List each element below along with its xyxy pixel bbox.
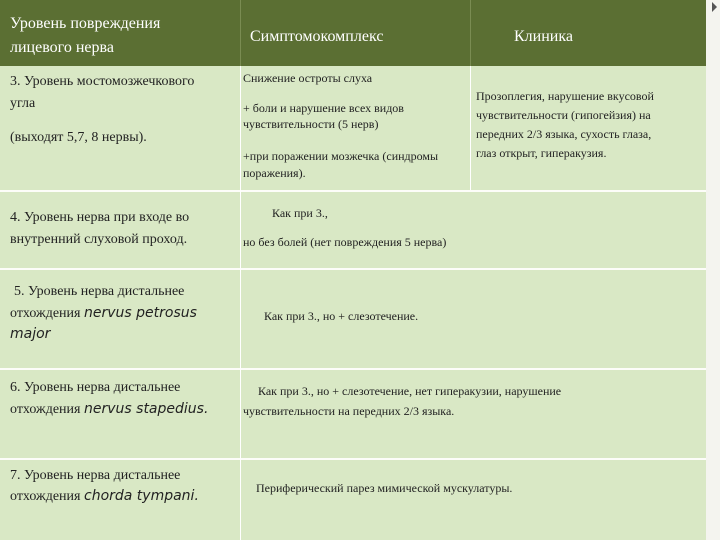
play-arrow-icon[interactable] bbox=[712, 2, 717, 12]
clinic-text: передних 2/3 языка, сухость глаза, bbox=[476, 127, 652, 141]
level-text: 6. Уровень нерва дистальнее bbox=[10, 380, 181, 395]
level-text: 4. Уровень нерва при входе во bbox=[10, 210, 190, 225]
symptom-text: Периферический парез мимической мускулатуры. bbox=[256, 481, 513, 495]
header-clinic: Клиника bbox=[514, 28, 573, 45]
level-text: 5. Уровень нерва дистальнее bbox=[14, 284, 185, 299]
clinic-text: чувствительности (гипогейзия) на bbox=[476, 108, 651, 122]
nerve-name: nervus petrosus bbox=[84, 305, 197, 321]
column-divider bbox=[240, 66, 241, 540]
symptom-text: но без болей (нет повреждения 5 нерва) bbox=[243, 235, 447, 249]
symptom-text: + боли и нарушение всех видов bbox=[243, 101, 404, 115]
symptom-text: чувствительности (5 нерв) bbox=[243, 117, 379, 131]
level-text: (выходят 5,7, 8 нервы). bbox=[10, 130, 147, 145]
symptom-text: +при поражении мозжечка (синдромы bbox=[243, 149, 439, 163]
level-text-line bbox=[10, 399, 208, 420]
header-level-line: Уровень повреждения bbox=[10, 15, 161, 32]
header-symptoms: Симптомокомплекс bbox=[250, 28, 384, 45]
level-text-line bbox=[10, 486, 199, 507]
level-text: угла bbox=[10, 96, 36, 111]
level-text-line bbox=[10, 303, 197, 324]
header-divider bbox=[470, 0, 471, 66]
column-divider bbox=[470, 66, 471, 190]
clinic-text: Прозоплегия, нарушение вкусовой bbox=[476, 89, 654, 103]
header-level bbox=[10, 12, 160, 60]
level-text: внутренний слуховой проход. bbox=[10, 232, 188, 247]
nerve-name: nervus stapedius. bbox=[84, 401, 209, 417]
level-text: отхождения bbox=[10, 306, 81, 321]
symptom-text: Как при 3., но + слезотечение, нет гиперакузии, нарушение bbox=[258, 384, 562, 398]
clinic-text: глаз открыт, гиперакузия. bbox=[476, 146, 607, 160]
level-text: 7. Уровень нерва дистальнее bbox=[10, 468, 181, 483]
symptom-text: Как при 3., bbox=[272, 206, 328, 220]
header-level-line: лицевого нерва bbox=[10, 39, 114, 56]
slide-edge bbox=[706, 0, 720, 540]
symptom-text: чувствительности на передних 2/3 языка. bbox=[243, 404, 455, 418]
level-text: отхождения bbox=[10, 402, 81, 417]
symptom-text: Снижение остроты слуха bbox=[243, 71, 373, 85]
level-text: 3. Уровень мостомозжечкового bbox=[10, 74, 195, 89]
symptom-text: поражения). bbox=[243, 166, 306, 180]
nerve-name: major bbox=[10, 326, 51, 342]
header-divider bbox=[240, 0, 241, 66]
symptom-text: Как при 3., но + слезотечение. bbox=[264, 309, 419, 323]
level-text: отхождения bbox=[10, 489, 81, 504]
nerve-name: chorda tympani. bbox=[84, 488, 199, 504]
